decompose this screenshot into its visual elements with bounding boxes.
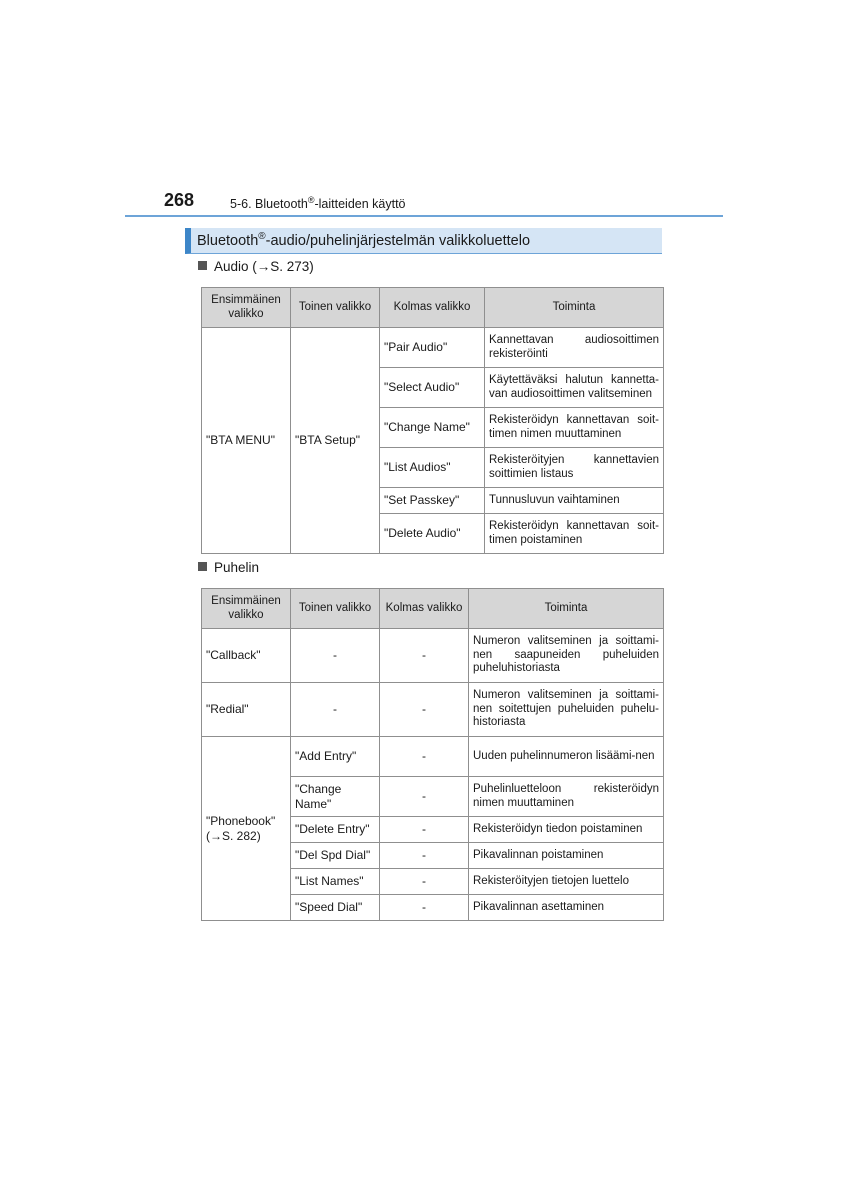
function-cell: Rekisteröityjen kannettavien soittimien listaus: [485, 448, 664, 488]
first-menu-cell: "Redial": [202, 683, 291, 737]
page-number: 268: [164, 190, 195, 210]
second-menu-cell: "Delete Entry": [291, 817, 380, 843]
third-menu-cell: "Pair Audio": [380, 328, 485, 368]
third-menu-cell: -: [380, 895, 469, 921]
second-menu-cell: "Change Name": [291, 777, 380, 817]
table-row: [202, 737, 664, 777]
phone-menu-table: [201, 588, 664, 921]
column-header: Toiminta: [469, 589, 664, 629]
second-menu-cell: "Del Spd Dial": [291, 843, 380, 869]
audio-menu-table: [201, 287, 664, 554]
function-cell: Kannettavan audiosoittimen rekisteröinti: [485, 328, 664, 368]
first-menu-cell: "BTA MENU": [202, 328, 291, 554]
column-header: Ensimmäinen valikko: [202, 288, 291, 328]
column-header: Ensimmäinen valikko: [202, 589, 291, 629]
header-divider: [125, 215, 723, 217]
second-menu-cell: "Speed Dial": [291, 895, 380, 921]
function-cell: Tunnusluvun vaihtaminen: [485, 488, 664, 514]
third-menu-cell: "Set Passkey": [380, 488, 485, 514]
second-menu-cell: -: [291, 629, 380, 683]
phone-heading: Puhelin: [198, 560, 259, 575]
table-header-row: [202, 288, 664, 328]
square-bullet-icon: [198, 562, 207, 571]
third-menu-cell: "Change Name": [380, 408, 485, 448]
function-cell: Rekisteröidyn kannettavan soit-timen poistaminen: [485, 514, 664, 554]
function-cell: Pikavalinnan poistaminen: [469, 843, 664, 869]
function-cell: Rekisteröidyn tiedon poistaminen: [469, 817, 664, 843]
third-menu-cell: "Delete Audio": [380, 514, 485, 554]
third-menu-cell: -: [380, 737, 469, 777]
first-menu-cell: "Callback": [202, 629, 291, 683]
chapter-title: 5-6. Bluetooth®-laitteiden käyttö: [230, 195, 406, 212]
column-header: Toiminta: [485, 288, 664, 328]
third-menu-cell: "List Audios": [380, 448, 485, 488]
third-menu-cell: -: [380, 683, 469, 737]
third-menu-cell: -: [380, 843, 469, 869]
second-menu-cell: "BTA Setup": [291, 328, 380, 554]
function-cell: Rekisteröityjen tietojen luettelo: [469, 869, 664, 895]
table-row: [202, 328, 664, 368]
function-cell: Puhelinluetteloon rekisteröidyn nimen muuttaminen: [469, 777, 664, 817]
table-row: [202, 683, 664, 737]
square-bullet-icon: [198, 261, 207, 270]
table-header-row: [202, 589, 664, 629]
second-menu-cell: "Add Entry": [291, 737, 380, 777]
function-cell: Pikavalinnan asettaminen: [469, 895, 664, 921]
column-header: Kolmas valikko: [380, 288, 485, 328]
column-header: Toinen valikko: [291, 589, 380, 629]
column-header: Toinen valikko: [291, 288, 380, 328]
column-header: Kolmas valikko: [380, 589, 469, 629]
function-cell: Uuden puhelinnumeron lisäämi-nen: [469, 737, 664, 777]
third-menu-cell: "Select Audio": [380, 368, 485, 408]
table-row: [202, 629, 664, 683]
function-cell: Numeron valitseminen ja soittami-nen saapuneiden puheluiden puheluhistoriasta: [469, 629, 664, 683]
first-menu-cell: "Phonebook" (→S. 282): [202, 737, 291, 921]
second-menu-cell: "List Names": [291, 869, 380, 895]
third-menu-cell: -: [380, 869, 469, 895]
function-cell: Käytettäväksi halutun kannetta-van audiosoittimen valitseminen: [485, 368, 664, 408]
function-cell: Rekisteröidyn kannettavan soit-timen nimen muuttaminen: [485, 408, 664, 448]
third-menu-cell: -: [380, 629, 469, 683]
third-menu-cell: -: [380, 817, 469, 843]
function-cell: Numeron valitseminen ja soittami-nen soitettujen puheluiden puhelu-historiasta: [469, 683, 664, 737]
second-menu-cell: -: [291, 683, 380, 737]
section-title: Bluetooth®-audio/puhelinjärjestelmän valikkoluettelo: [185, 228, 662, 254]
audio-heading: Audio (→S. 273): [198, 259, 314, 274]
third-menu-cell: -: [380, 777, 469, 817]
